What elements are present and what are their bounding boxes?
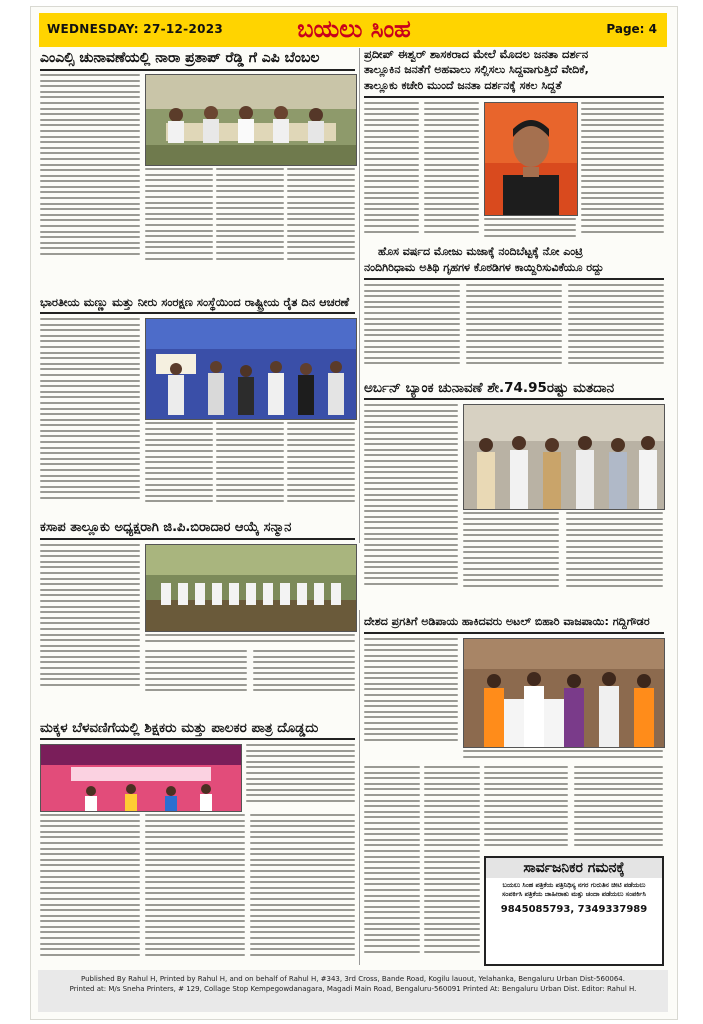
article-text [40, 318, 140, 508]
school-event-photo-image [41, 745, 241, 811]
headline-nandi-hills-1: ಹೊಸ ವರ್ಷದ ಮೋಜು ಮಜಾಕ್ಕೆ ನಂದಿಬೆಟ್ಟಕ್ಕೆ ನೋ ಎಂಟ್ರಿ [378, 245, 583, 258]
atal-tribute-photo-image [464, 639, 664, 747]
issue-date: WEDNESDAY: 27-12-2023 [47, 22, 224, 36]
article-text [364, 404, 458, 594]
photo-meeting-stage [145, 74, 357, 166]
article-text [424, 102, 479, 242]
notice-body: ಬಯಲು ಸಿಂಹ ಪತ್ರಿಕೆಯ ಪತ್ರಿನಿಧಿಸ್ಯ ನಗರ ಗುರುತಿನ ಚೀಟಿ ಪಡೆಯಲು ಸಂಪರ್ಕಿಸಿ ಪತ್ರಿಕೆಯ ಜಾಹೀರಾತು ಮತ್ತು ಚಂದಾ ಪಡೆಯಲು ಸಂಪರ್ಕಿಸಿ [501, 881, 647, 898]
article-text [145, 814, 245, 964]
article-text [484, 766, 568, 852]
page-number: Page: 4 [606, 22, 657, 36]
photo-farmers-day [145, 318, 357, 420]
article-text [253, 650, 355, 698]
meeting-photo-image [146, 75, 356, 165]
headline-janata-darshan-3: ತಾಲ್ಲೂಕು ಕಚೇರಿ ಮುಂದೆ ಜನತಾ ದರ್ಶನಕ್ಕೆ ಸಕಲ ಸಿದ್ದತೆ [364, 79, 562, 92]
urban-bank-photo-image [464, 405, 664, 509]
headline-atal-bihari: ದೇಶದ ಪ್ರಗತಿಗೆ ಅಡಿಪಾಯ ಹಾಕಿದವರು ಅಟಲ್ ಬಿಹಾರಿ ವಾಜಪಾಯಿ: ಗದ್ದಿಗೌಡರ [364, 615, 650, 628]
article-text [568, 284, 664, 374]
headline-mlc-election: ಎಂಎಲ್ಸಿ ಚುನಾವಣೆಯಲ್ಲಿ ನಾರಾ ಪ್ರತಾಪ್ ರೆಡ್ಡಿ ಗೆ ಎಪಿ ಬೆಂಬಲ [40, 50, 320, 66]
column-divider [359, 610, 360, 965]
headline-rule [40, 69, 355, 71]
article-text [484, 218, 576, 242]
imprint-line-publisher: Published By Rahul H, Printed by Rahul H, and on behalf of Rahul H, #343, 3rd Cross, Bande Road, Kogilu lauout, Yelahanka, Bengaluru Urban Dist-560064. [80, 975, 625, 983]
newspaper-title: ಬಯಲು ಸಿಂಹ [297, 14, 411, 43]
column-divider [359, 48, 360, 543]
headline-rule [364, 398, 664, 400]
article-text [287, 168, 355, 266]
article-text [574, 766, 663, 852]
kasapa-photo-image [146, 545, 356, 631]
public-notice-box [484, 856, 664, 966]
article-text [40, 74, 140, 264]
imprint-footer [38, 970, 668, 1012]
notice-title: ಸಾರ್ವಜನಿಕರ ಗಮನಕ್ಕೆ [486, 858, 662, 878]
article-text [216, 168, 284, 266]
article-text [40, 814, 140, 964]
headline-rule [364, 278, 664, 280]
article-text [364, 102, 419, 242]
article-text [466, 284, 562, 374]
article-text [216, 422, 284, 512]
article-text [566, 512, 663, 596]
masthead [39, 13, 667, 47]
headline-rule [40, 538, 355, 540]
headline-rule [364, 96, 664, 98]
imprint-line-printer: Printed at: M/s Sneha Printers, # 129, Collage Stop Kempegowdanagara, Magadi Main Road, Bengaluru-560091 Printed At: Bengaluru Urban Dist. Editor: Rahul H. [69, 985, 637, 993]
photo-urban-bank [463, 404, 665, 510]
article-text [250, 814, 355, 964]
headline-rule [40, 312, 355, 314]
headline-farmers-day: ಭಾರತೀಯ ಮಣ್ಣು ಮತ್ತು ನೀರು ಸಂರಕ್ಷಣ ಸಂಸ್ಥೆಯಿಂದ ರಾಷ್ಟ್ರೀಯ ರೈತ ದಿನ ಆಚರಣೆ [40, 295, 350, 309]
headline-kasapa-president: ಕಸಾಪ ತಾಲ್ಲೂಕು ಅಧ್ಯಕ್ಷರಾಗಿ ಜಿ.ಪಿ.ಬಿರಾದಾರ ಆಯ್ಕೆ ಸನ್ಮಾನ [40, 520, 292, 535]
article-text [40, 544, 140, 694]
photo-mla-portrait [484, 102, 578, 216]
article-text [145, 168, 213, 266]
portrait-photo-image [485, 103, 577, 215]
photo-atal-tribute [463, 638, 665, 748]
article-text [246, 744, 355, 810]
article-text [145, 422, 213, 512]
photo-kasapa-felicitation [145, 544, 357, 632]
headline-rule [40, 738, 355, 740]
headline-urban-bank-election: ಅರ್ಬನ್ ಬ್ಯಾಂಕ ಚುನಾವಣೆ ಶೇ.74.95ರಷ್ಟು ಮತದಾನ [364, 380, 615, 396]
article-text [581, 102, 664, 242]
photo-caption [145, 634, 355, 646]
headline-janata-darshan-1: ಪ್ರದೀಪ್ ಈಶ್ವರ್ ಶಾಸಕರಾದ ಮೇಲೆ ಮೊದಲ ಜನತಾ ದರ್ಶನ [364, 47, 589, 61]
notice-phone-numbers: 9845085793, 7349337989 [500, 904, 648, 915]
article-text [463, 512, 559, 596]
article-text [364, 638, 458, 748]
headline-child-development: ಮಕ್ಕಳ ಬೆಳವಣಿಗೆಯಲ್ಲಿ ಶಿಕ್ಷಕರು ಮತ್ತು ಪಾಲಕರ ಪಾತ್ರ ದೊಡ್ಡದು [40, 720, 319, 736]
photo-caption [463, 750, 663, 762]
headline-janata-darshan-2: ತಾಲ್ಲೂಕಿನ ಜನತೆಗೆ ಅಹವಾಲು ಸಲ್ಲಿಸಲು ಸಿದ್ದವಾಗುತ್ತಿದೆ ವೇದಿಕೆ, [364, 63, 589, 76]
headline-nandi-hills-2: ನಂದಿಗಿರಿಧಾಮ ಅತಿಥಿ ಗೃಹಗಳ ಕೊಠಡಿಗಳ ಕಾಯ್ದಿರಿಸುವಿಕೆಯೂ ರದ್ದು [364, 261, 604, 274]
farmers-day-photo-image [146, 319, 356, 419]
article-text [287, 422, 355, 512]
headline-rule [364, 632, 664, 634]
article-text [364, 284, 460, 374]
article-text [424, 766, 480, 962]
article-text [145, 650, 247, 698]
photo-school-event [40, 744, 242, 812]
article-text [364, 766, 420, 962]
